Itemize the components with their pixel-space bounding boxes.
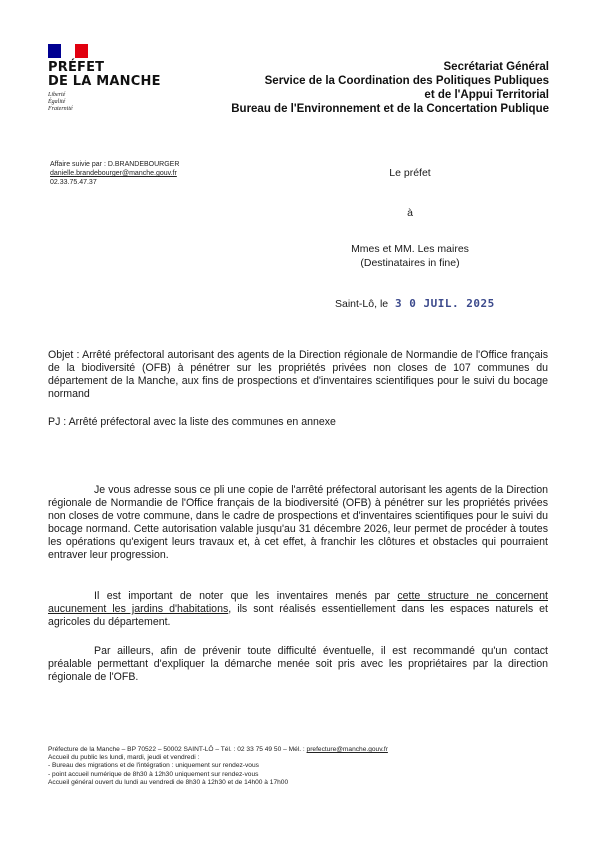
footer-line-2: Accueil du public les lundi, mardi, jeudi et vendredi :: [48, 754, 200, 762]
flag-blue-band: [48, 44, 61, 58]
followed-by: Affaire suivie par : D.BRANDEBOURGER: [50, 161, 180, 168]
date-line: [335, 297, 495, 310]
header-line-1: Secrétariat Général: [443, 61, 549, 73]
header-line-2: Service de la Coordination des Politiques Publiques: [264, 75, 549, 87]
p2-underlined: cette structure ne concernent aucunement les jardins d'habitations: [48, 590, 548, 615]
footer-line-4: - point accueil numérique de 8h30 à 12h30 uniquement sur rendez-vous: [48, 770, 259, 778]
contact-block: [50, 160, 179, 187]
objet-label: Objet :: [48, 349, 80, 361]
motto-fraternite: Fraternité: [48, 106, 73, 112]
to-word: à: [407, 207, 413, 219]
contact-phone: 02.33.75.47.37: [50, 179, 97, 186]
footer-email-link[interactable]: prefecture@manche.gouv.fr: [306, 746, 388, 753]
header-line-4: Bureau de l'Environnement et de la Concertation Publique: [231, 103, 549, 115]
recipient-note: (Destinataires in fine): [360, 257, 460, 269]
objet-paragraph: [48, 349, 548, 401]
motto-liberte: Liberté: [48, 92, 66, 98]
body-paragraph-1: Je vous adresse sous ce pli une copie de l'arrêté préfectoral autorisant les agents de la Direction régionale de Normandie de l'Office français de la biodiversité (OFB) à pénétrer sur les propriétés privées non closes de votre commune, dans le cadre de prospections et d'inventaires scientifiques pour le suivi du bocage normand. Cette autorisation valable jusqu'au 31 décembre 2026, leur permet de procéder à toutes les opérations qu'exigent leurs travaux et, à cet effet, à franchir les clôtures et obstacles qui pourraient entraver leur progression.: [48, 484, 548, 561]
header-line-3: et de l'Appui Territorial: [424, 89, 549, 101]
contact-email-link[interactable]: danielle.brandebourger@manche.gouv.fr: [50, 170, 177, 177]
pj-text: Arrêté préfectoral avec la liste des communes en annexe: [68, 416, 336, 428]
footer-address: Préfecture de la Manche – BP 70522 – 50002 SAINT-LÔ – Tél. : 02 33 75 49 50 – Mél. :: [48, 746, 307, 753]
date-prefix: Saint-Lô, le: [335, 298, 389, 310]
logo-line-2: DE LA MANCHE: [48, 74, 161, 89]
body-paragraph-3: Par ailleurs, afin de prévenir toute difficulté éventuelle, il est recommandé qu'un contact préalable permettant d'expliquer la démarche menée soit pris avec les propriétaires par la direction régionale de l'OFB.: [48, 645, 548, 683]
service-header: [231, 60, 549, 116]
objet-text: Arrêté préfectoral autorisant des agents de la Direction régionale de Normandie de l'Office français de la biodiversité (OFB) à pénétrer sur les propriétés privées non closes de 107 communes du département de la Manche, aux fins de prospections et d'inventaires scientifiques pour le suivi du bocage normand: [48, 349, 548, 400]
footer: [48, 746, 548, 787]
recipient: Mmes et MM. Les maires: [351, 243, 469, 255]
footer-line-1: [48, 746, 548, 754]
footer-line-5: Accueil général ouvert du lundi au vendredi de 8h30 à 12h30 et de 14h00 à 17h00: [48, 778, 289, 786]
flag-white-band: [61, 44, 75, 58]
republic-motto: [48, 92, 161, 113]
prefecture-logo: [48, 61, 161, 113]
pj-label: PJ :: [48, 416, 67, 428]
p2-before: Il est important de noter que les inventaires menés par: [94, 590, 398, 602]
pj-paragraph: [48, 416, 548, 429]
logo-line-1: PRÉFET: [48, 60, 105, 75]
motto-egalite: Égalité: [48, 99, 66, 105]
body-paragraph-2: [48, 590, 548, 629]
date-stamp: 3 0 JUIL. 2025: [395, 297, 495, 310]
sender: Le préfet: [389, 167, 431, 179]
p2-after: , ils sont réalisés essentiellement dans les espaces naturels et agricoles du département.: [48, 603, 548, 628]
flag-red-band: [75, 44, 88, 58]
footer-line-3: - Bureau des migrations et de l'intégration : uniquement sur rendez-vous: [48, 762, 259, 770]
french-flag-icon: [48, 44, 88, 58]
